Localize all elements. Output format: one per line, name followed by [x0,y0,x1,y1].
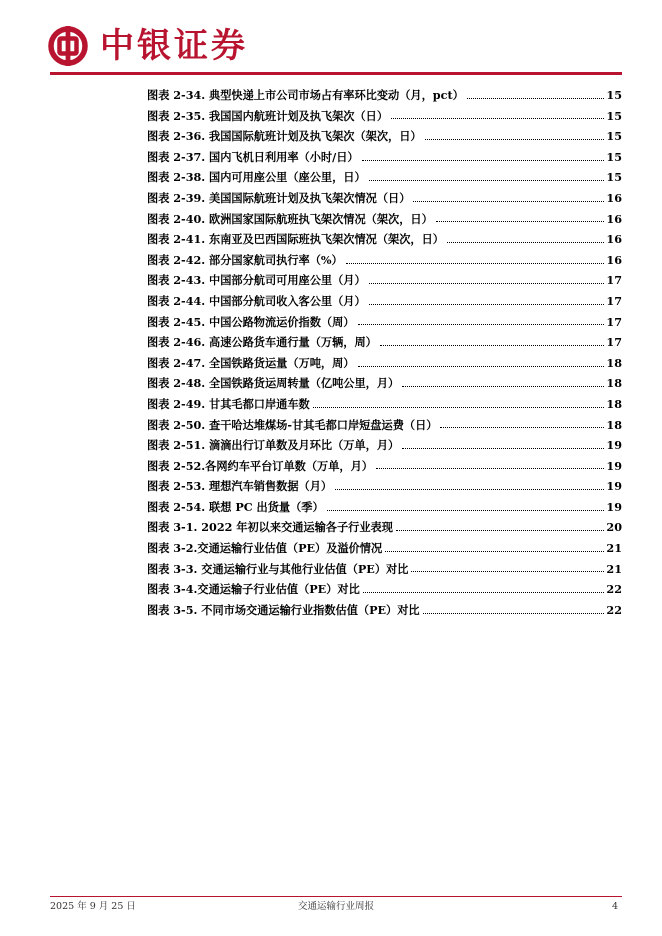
toc-dot-leader [376,468,604,469]
toc-entry-page-number: 22 [606,582,622,597]
page-footer [50,898,622,916]
toc-entry[interactable] [147,209,622,230]
toc-dot-leader [423,613,605,614]
toc-dot-leader [391,118,604,119]
toc-dot-leader [369,283,605,284]
toc-entry-title: 图表 2-48. 全国铁路货运周转量（亿吨公里，月） [147,376,400,391]
toc-entry-title: 图表 2-54. 联想 PC 出货量（季） [147,499,324,514]
toc-entry[interactable] [147,312,622,333]
toc-entry-page-number: 18 [606,417,622,432]
toc-dot-leader [413,201,604,202]
toc-entry-page-number: 15 [606,149,622,164]
toc-dot-leader [380,345,605,346]
toc-entry[interactable] [147,476,622,497]
toc-entry[interactable] [147,394,622,415]
toc-dot-leader [447,242,604,243]
toc-entry-title: 图表 2-49. 甘其毛都口岸通车数 [147,396,310,411]
toc-entry-title: 图表 2-39. 美国国际航班计划及执飞架次情况（日） [147,190,411,205]
toc-entry-title: 图表 2-53. 理想汽车销售数据（月） [147,479,333,494]
toc-entry-page-number: 18 [606,376,622,391]
toc-dot-leader [369,180,605,181]
toc-entry[interactable] [147,579,622,600]
toc-dot-leader [467,98,605,99]
toc-entry-title: 图表 3-1. 2022 年初以来交通运输各子行业表现 [147,520,393,535]
toc-entry-page-number: 18 [606,355,622,370]
toc-entry[interactable] [147,517,622,538]
toc-entry[interactable] [147,600,622,621]
toc-entry-title: 图表 2-40. 欧洲国家国际航班执飞架次情况（架次，日） [147,211,433,226]
footer-divider [50,896,622,897]
toc-entry-page-number: 21 [606,561,622,576]
toc-entry[interactable] [147,270,622,291]
toc-entry[interactable] [147,332,622,353]
toc-dot-leader [313,407,605,408]
toc-entry-page-number: 15 [606,88,622,102]
bank-of-china-logo-icon [48,26,88,66]
footer-report-title: 交通运输行业周报 [297,901,374,912]
toc-entry-title: 图表 2-36. 我国国际航班计划及执飞架次（架次，日） [147,129,422,144]
brand-name: 中银证券 [100,26,248,66]
toc-entry-title: 图表 2-42. 部分国家航司执行率（%） [147,252,343,267]
toc-entry-page-number: 19 [606,438,622,453]
toc-dot-leader [385,551,604,552]
toc-entry-title: 图表 3-4.交通运输子行业估值（PE）对比 [147,582,360,597]
toc-entry-page-number: 17 [606,273,622,288]
toc-dot-leader [363,592,605,593]
toc-entry[interactable] [147,291,622,312]
toc-dot-leader [411,571,604,572]
toc-entry-page-number: 15 [606,129,622,144]
footer-page-number: 4 [611,901,618,912]
toc-entry-title: 图表 2-51. 滴滴出行订单数及月环比（万单，月） [147,438,400,453]
toc-entry[interactable] [147,126,622,147]
toc-dot-leader [358,324,605,325]
toc-entry[interactable] [147,538,622,559]
toc-entry-page-number: 22 [606,602,622,617]
toc-entry-title: 图表 2-52.各网约车平台订单数（万单，月） [147,458,373,473]
toc-entry[interactable] [147,85,622,106]
toc-entry[interactable] [147,559,622,580]
toc-entry-page-number: 17 [606,314,622,329]
toc-entry[interactable] [147,353,622,374]
toc-entry-title: 图表 3-5. 不同市场交通运输行业指数估值（PE）对比 [147,602,420,617]
toc-dot-leader [327,510,605,511]
toc-entry[interactable] [147,250,622,271]
toc-entry-page-number: 21 [606,541,622,556]
header-divider [50,72,622,75]
toc-entry-page-number: 16 [606,232,622,247]
toc-entry-page-number: 17 [606,293,622,308]
toc-dot-leader [402,448,604,449]
toc-entry-title: 图表 2-44. 中国部分航司收入客公里（月） [147,293,366,308]
toc-entry-page-number: 20 [606,520,622,535]
toc-dot-leader [346,263,605,264]
toc-entry[interactable] [147,435,622,456]
toc-dot-leader [396,530,604,531]
toc-dot-leader [402,386,604,387]
footer-date: 2025 年 9 月 25 日 [50,901,136,912]
toc-entry-title: 图表 2-41. 东南亚及巴西国际班执飞架次情况（架次，日） [147,232,444,247]
toc-entry-page-number: 16 [606,252,622,267]
toc-entry-page-number: 19 [606,479,622,494]
table-of-contents [147,85,622,620]
toc-dot-leader [436,221,605,222]
toc-entry-page-number: 16 [606,211,622,226]
toc-dot-leader [425,139,605,140]
toc-entry-page-number: 19 [606,499,622,514]
toc-dot-leader [369,304,605,305]
toc-entry-page-number: 19 [606,458,622,473]
toc-entry[interactable] [147,106,622,127]
toc-entry[interactable] [147,229,622,250]
toc-entry[interactable] [147,188,622,209]
page-header [0,0,662,80]
toc-entry-title: 图表 2-38. 国内可用座公里（座公里，日） [147,170,366,185]
toc-entry-title: 图表 2-43. 中国部分航司可用座公里（月） [147,273,366,288]
toc-entry[interactable] [147,497,622,518]
toc-entry[interactable] [147,373,622,394]
toc-dot-leader [335,489,604,490]
toc-entry-title: 图表 2-47. 全国铁路货运量（万吨，周） [147,355,355,370]
toc-dot-leader [362,160,605,161]
toc-entry-page-number: 15 [606,108,622,123]
toc-entry[interactable] [147,415,622,436]
toc-entry[interactable] [147,456,622,477]
toc-entry-title: 图表 2-35. 我国国内航班计划及执飞架次（日） [147,108,389,123]
toc-entry-page-number: 16 [606,190,622,205]
toc-entry-title: 图表 3-3. 交通运输行业与其他行业估值（PE）对比 [147,561,409,576]
toc-entry-page-number: 18 [606,396,622,411]
toc-dot-leader [440,427,604,428]
toc-entry-title: 图表 2-37. 国内飞机日利用率（小时/日） [147,149,359,164]
toc-dot-leader [358,366,605,367]
toc-entry-title: 图表 2-46. 高速公路货车通行量（万辆，周） [147,335,377,350]
toc-entry-title: 图表 3-2.交通运输行业估值（PE）及溢价情况 [147,541,383,556]
toc-entry-title: 图表 2-34. 典型快递上市公司市场占有率环比变动（月，pct） [147,88,464,102]
toc-entry-title: 图表 2-50. 查干哈达堆煤场-甘其毛都口岸短盘运费（日） [147,417,438,432]
toc-entry[interactable] [147,167,622,188]
toc-entry-title: 图表 2-45. 中国公路物流运价指数（周） [147,314,355,329]
toc-entry-page-number: 17 [606,335,622,350]
toc-entry[interactable] [147,147,622,168]
toc-entry-page-number: 15 [606,170,622,185]
